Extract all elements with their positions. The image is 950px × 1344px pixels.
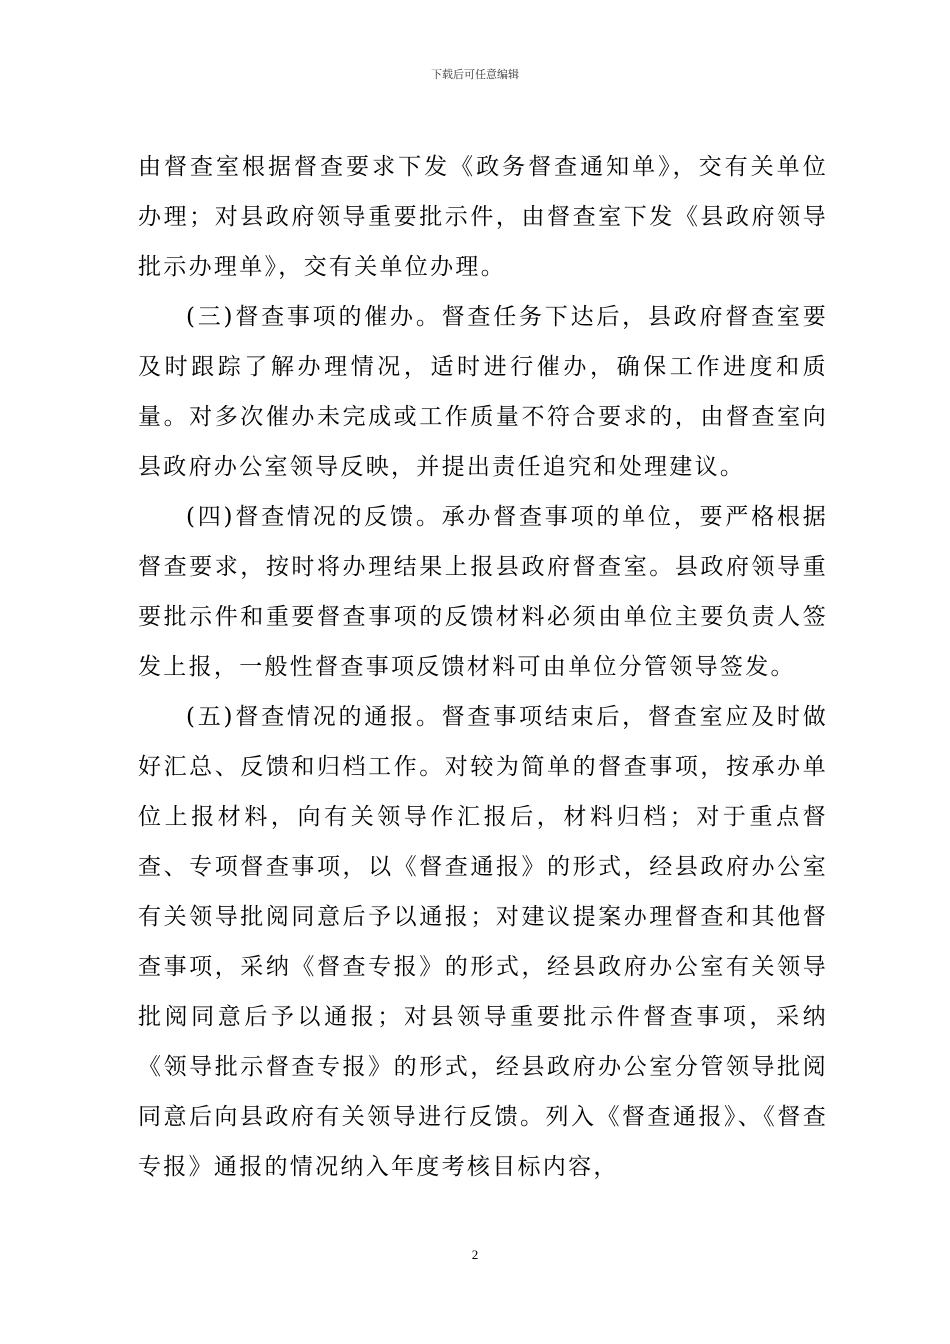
paragraph-continued: 由督查室根据督查要求下发《政务督查通知单》，交有关单位办理；对县政府领导重要批示件，由督查室下发《县政府领导批示办理单》，交有关单位办理。 (138, 154, 828, 280)
document-body (138, 142, 828, 1192)
paragraph-urging: (三)督查事项的催办。督查任务下达后，县政府督查室要及时跟踪了解办理情况，适时进行催办，确保工作进度和质量。对多次催办未完成或工作质量不符合要求的，由督查室向县政府办公室领导反映，并提出责任追究和处理建议。 (138, 304, 828, 480)
page-number: 2 (471, 1247, 479, 1262)
paragraph-feedback: (四)督查情况的反馈。承办督查事项的单位，要严格根据督查要求，按时将办理结果上报县政府督查室。县政府领导重要批示件和重要督查事项的反馈材料必须由单位主要负责人签发上报，一般性督查事项反馈材料可由单位分管领导签发。 (138, 504, 828, 680)
page-header: 下载后可任意编辑 (431, 68, 519, 81)
paragraph-notification: (五)督查情况的通报。督查事项结束后，督查室应及时做好汇总、反馈和归档工作。对较为简单的督查事项，按承办单位上报材料，向有关领导作汇报后，材料归档；对于重点督查、专项督查事项，以《督查通报》的形式，经县政府办公室有关领导批阅同意后予以通报；对建议提案办理督查和其他督查事项，采纳《督查专报》的形式，经县政府办公室有关领导批阅同意后予以通报；对县领导重要批示件督查事项，采纳《领导批示督查专报》的形式，经县政府办公室分管领导批阅同意后向县政府有关领导进行反馈。列入《督查通报》、《督查专报》通报的情况纳入年度考核目标内容， (138, 704, 828, 1180)
